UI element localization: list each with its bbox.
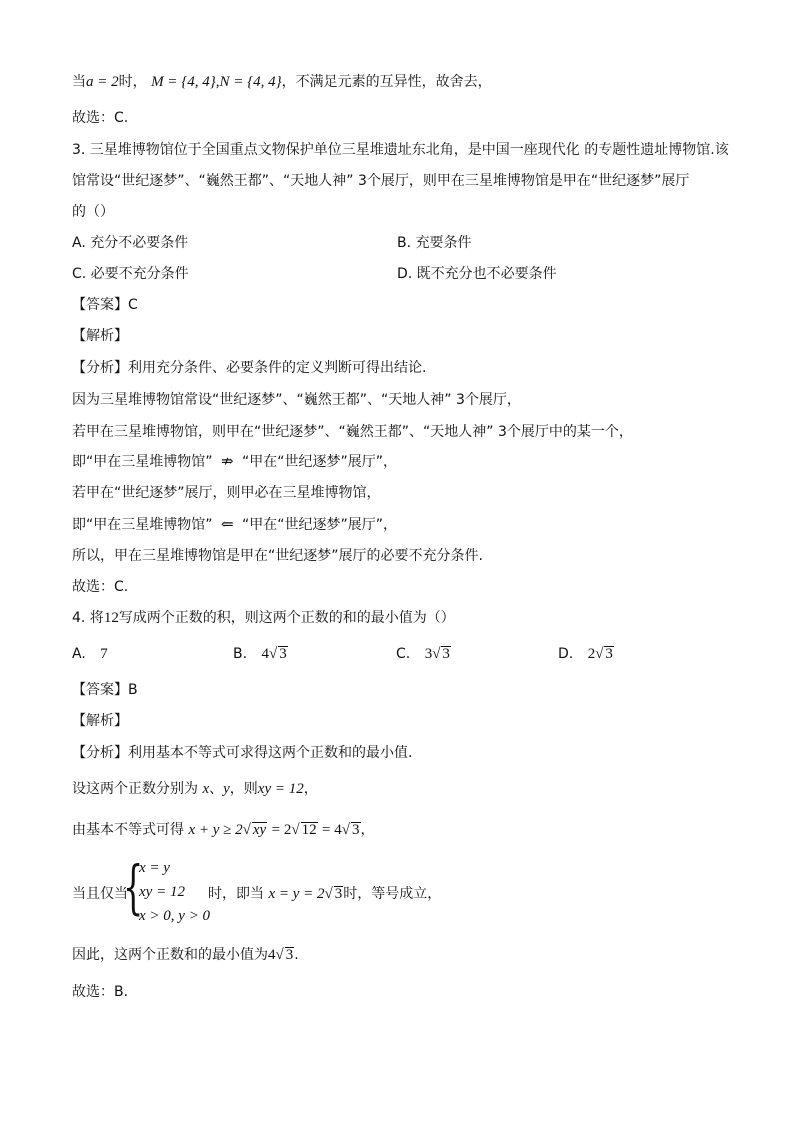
option-coefficient: 3 — [424, 646, 433, 662]
text-fragment: 写成两个正数的积，则这两个正数的和的最小值为（） — [118, 610, 455, 626]
solution-text: 若甲在三星堆博物馆，则甲在“世纪逐梦”、“巍然王都”、“天地人神” 3个展厅中的某一个， — [72, 424, 633, 440]
radical-sign: √ — [269, 646, 278, 662]
radicand: xy — [252, 822, 267, 838]
question-3-text: 馆常设“世纪逐梦”、“巍然王都”、“天地人神” 3个展厅，则甲在三星堆博物馆是甲在“世纪逐梦”展厅 — [72, 173, 690, 189]
text-fragment: . — [294, 947, 299, 963]
radical-sign: √ — [595, 646, 604, 662]
solution-heading: 【解析】 — [72, 713, 128, 729]
text-fragment: 即“甲在三星堆博物馆” — [72, 517, 213, 533]
math-expression: x + y ≥ 2 — [188, 822, 243, 838]
radical-sign: √ — [242, 822, 251, 838]
text-fragment: ， — [360, 822, 375, 838]
solution-text — [72, 779, 318, 799]
option-c: C. 必要不充分条件 — [72, 266, 189, 282]
text-fragment: 因此，这两个正数和的最小值为 — [72, 947, 268, 963]
radical-sign: √ — [341, 822, 350, 838]
math-condition: xy = 12 — [139, 884, 185, 900]
text-fragment: 当且仅当 — [72, 886, 128, 902]
option-a — [72, 644, 108, 664]
math-coefficient: 4 — [268, 947, 276, 963]
math-expression: = 4 — [322, 822, 342, 838]
analysis-text: 【分析】利用基本不等式可求得这两个正数和的最小值. — [72, 745, 413, 761]
text-fragment: “甲在“世纪逐梦”展厅”， — [242, 454, 398, 470]
answer-label: 【答案】B — [72, 682, 138, 698]
radical-sign: √ — [275, 947, 284, 963]
text-fragment: 设这两个正数分别为 — [72, 781, 198, 797]
math-set-m: M = {4, 4} — [151, 74, 216, 90]
math-number: 12 — [103, 610, 119, 626]
option-coefficient: 4 — [261, 646, 270, 662]
solution-text — [72, 820, 375, 840]
math-condition: x > 0, y > 0 — [139, 908, 211, 924]
solution-text — [72, 515, 397, 535]
text-fragment: ， — [303, 781, 318, 797]
text-fragment: ，则 — [229, 781, 258, 797]
option-letter: B. — [233, 646, 248, 662]
question-3-text: 的（） — [72, 204, 114, 220]
text-fragment: 时，即当 — [208, 886, 264, 902]
text-line — [72, 72, 492, 92]
option-letter: D. — [558, 646, 574, 662]
radicand: 12 — [301, 822, 317, 838]
text-fragment: 时，等号成立， — [343, 886, 442, 902]
math-expression: x = y = 2 — [268, 886, 325, 902]
math-set-n: N = {4, 4} — [219, 74, 282, 90]
solution-text — [72, 452, 397, 472]
radicand: 3 — [605, 646, 613, 662]
radical-sign: √ — [324, 886, 333, 902]
option-b — [233, 644, 288, 664]
radicand: 3 — [334, 886, 343, 902]
radicand: 3 — [285, 947, 294, 963]
radicand: 3 — [279, 646, 287, 662]
text-fragment — [208, 884, 441, 904]
option-b: B. 充要条件 — [397, 235, 472, 251]
option-letter: C. — [396, 646, 411, 662]
answer-selection: 故选：C. — [72, 579, 129, 595]
text-fragment: 时， — [118, 74, 147, 90]
left-brace: { — [123, 853, 144, 921]
radicand: 3 — [442, 646, 450, 662]
solution-heading: 【解析】 — [72, 328, 128, 344]
text-fragment: 当 — [72, 74, 86, 90]
radical-sign: √ — [432, 646, 441, 662]
solution-text: 所以，甲在三星堆博物馆是甲在“世纪逐梦”展厅的必要不充分条件. — [72, 548, 483, 564]
option-d — [558, 644, 614, 664]
not-implies-symbol: ⇏ — [220, 454, 234, 470]
text-fragment: “甲在“世纪逐梦”展厅”， — [242, 517, 398, 533]
option-coefficient: 2 — [587, 646, 596, 662]
math-expression: = 2 — [271, 822, 292, 838]
text-fragment: ，不满足元素的互异性，故舍去， — [281, 74, 492, 90]
implied-by-symbol: ⇐ — [220, 517, 234, 533]
math-variable: x — [202, 781, 210, 797]
option-letter: A. — [72, 646, 86, 662]
solution-text: 因为三星堆博物馆常设“世纪逐梦”、“巍然王都”、“天地人神” 3个展厅， — [72, 392, 521, 408]
solution-text: 若甲在“世纪逐梦”展厅，则甲必在三星堆博物馆， — [72, 485, 381, 501]
text-fragment: 、 — [209, 781, 224, 797]
option-d: D. 既不充分也不必要条件 — [397, 266, 557, 282]
question-4-text — [72, 608, 455, 628]
math-expression: xy = 12 — [257, 781, 304, 797]
text-fragment: 即“甲在三星堆博物馆” — [72, 454, 213, 470]
radicand: 3 — [352, 822, 360, 838]
condition-system — [72, 853, 572, 926]
question-3-text: 3. 三星堆博物馆位于全国重点文物保护单位三星堆遗址东北角，是中国一座现代化 的专题性遗址博物馆.该 — [72, 142, 729, 158]
answer-selection: 故选：C. — [72, 110, 129, 126]
radical-sign: √ — [291, 822, 300, 838]
text-fragment: 由基本不等式可得 — [72, 822, 184, 838]
math-variable: y — [223, 781, 230, 797]
math-separator: , — [215, 74, 220, 90]
math-expression: a = 2 — [86, 74, 119, 90]
math-condition: x = y — [139, 860, 170, 876]
solution-text — [72, 945, 299, 965]
option-c — [396, 644, 451, 664]
text-fragment: 4. 将 — [72, 610, 104, 626]
answer-label: 【答案】C — [72, 297, 138, 313]
option-value: 7 — [100, 646, 108, 662]
answer-selection: 故选：B. — [72, 984, 129, 1000]
option-a: A. 充分不必要条件 — [72, 235, 189, 251]
analysis-text: 【分析】利用充分条件、必要条件的定义判断可得出结论. — [72, 360, 427, 376]
